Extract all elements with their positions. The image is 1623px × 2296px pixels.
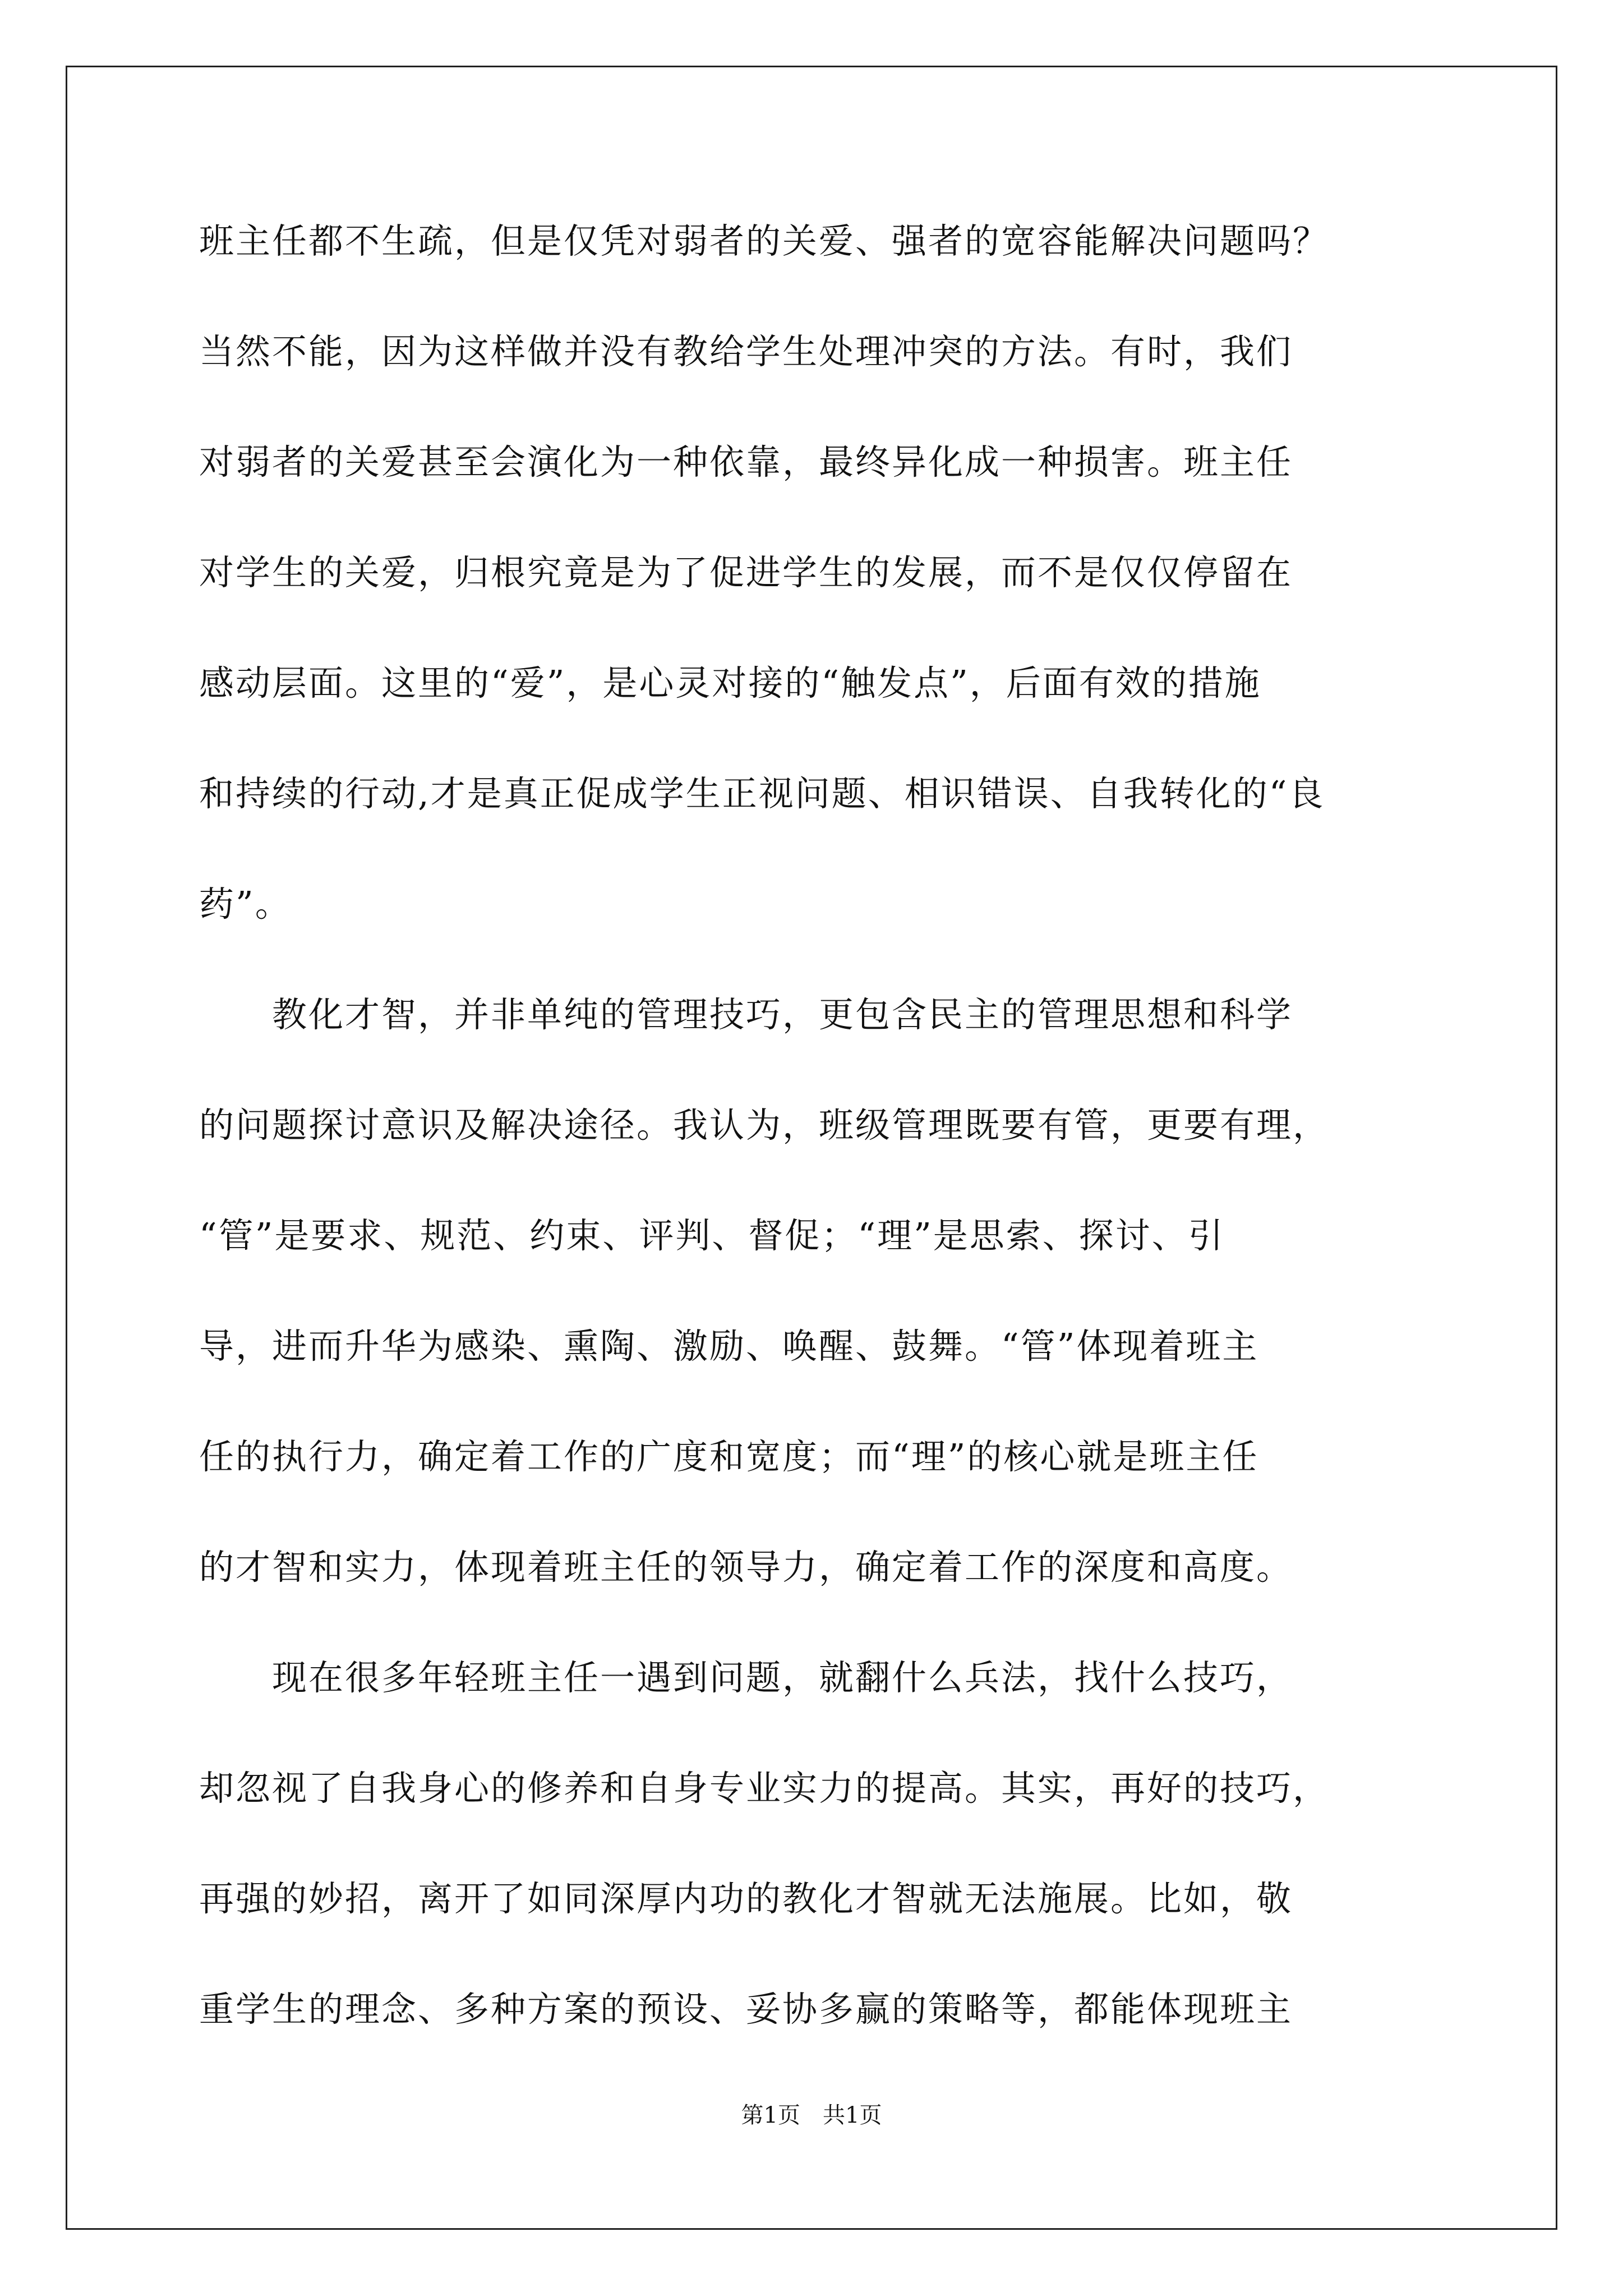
text-line: 任的执行力，确定着工作的广度和宽度；而“理”的核心就是班主任 bbox=[199, 1436, 1259, 1477]
text-line: 的问题探讨意识及解决途径。我认为，班级管理既要有管，更要有理， bbox=[199, 1105, 1330, 1145]
text-line: 感动层面。这里的“爱”，是心灵对接的“触发点”，后面有效的措施 bbox=[199, 662, 1261, 703]
page-number: 第1页 共1页 bbox=[741, 2102, 882, 2128]
text-line: 导，进而升华为感染、熏陶、激励、唤醒、鼓舞。“管”体现着班主 bbox=[199, 1326, 1259, 1366]
text-line: “管”是要求、规范、约束、评判、督促；“理”是思索、探讨、引 bbox=[199, 1215, 1225, 1256]
text-line: 药”。 bbox=[199, 884, 292, 924]
text-line: 却忽视了自我身心的修养和自身专业实力的提高。其实，再好的技巧， bbox=[199, 1768, 1330, 1809]
text-line: 当然不能，因为这样做并没有教给学生处理冲突的方法。有时，我们 bbox=[199, 331, 1293, 372]
text-line: 教化才智，并非单纯的管理技巧，更包含民主的管理思想和科学 bbox=[199, 994, 1293, 1035]
text-line: 再强的妙招，离开了如同深厚内功的教化才智就无法施展。比如，敬 bbox=[199, 1878, 1293, 1919]
text-line: 对学生的关爱，归根究竟是为了促进学生的发展，而不是仅仅停留在 bbox=[199, 552, 1293, 593]
text-line: 重学生的理念、多种方案的预设、妥协多赢的策略等，都能体现班主 bbox=[199, 1989, 1293, 2030]
text-line: 现在很多年轻班主任一遇到问题，就翻什么兵法，找什么技巧， bbox=[199, 1657, 1293, 1698]
text-line: 班主任都不生疏，但是仅凭对弱者的关爱、强者的宽容能解决问题吗？ bbox=[199, 220, 1330, 261]
text-line: 的才智和实力，体现着班主任的领导力，确定着工作的深度和高度。 bbox=[199, 1547, 1293, 1588]
text-line: 和持续的行动,才是真正促成学生正视问题、相识错误、自我转化的“良 bbox=[199, 773, 1325, 814]
text-line: 对弱者的关爱甚至会演化为一种依靠，最终异化成一种损害。班主任 bbox=[199, 441, 1293, 482]
